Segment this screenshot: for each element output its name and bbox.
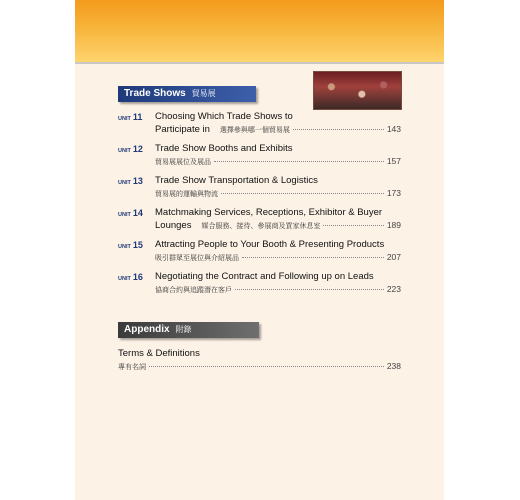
unit-title: Matchmaking Services, Receptions, Exhibitor & Buyer [155, 207, 383, 218]
page-number: 207 [386, 252, 401, 262]
unit-number: 16 [132, 272, 143, 282]
page-number: 143 [386, 124, 401, 134]
section-title: Appendix [124, 324, 170, 335]
section-title-zh: 貿易展 [191, 89, 216, 98]
unit-tag: UNIT 11 [118, 112, 143, 122]
page-number: 238 [386, 361, 401, 371]
unit-title-cont: Lounges [155, 220, 192, 231]
unit-title: Choosing Which Trade Shows to [155, 111, 293, 122]
unit-title: Trade Show Booths and Exhibits [155, 143, 293, 154]
unit-number: 11 [132, 112, 143, 122]
leader-dots [323, 225, 383, 226]
unit-detail-line [155, 188, 401, 199]
unit-title-zh: 協商合約與追蹤潛在客戶 [155, 287, 232, 294]
book-page [75, 0, 444, 500]
unit-detail-line [155, 220, 401, 231]
toc-entry-unit-16[interactable] [118, 271, 401, 295]
toc-entry-unit-14[interactable] [118, 207, 401, 231]
unit-detail-line [155, 284, 401, 295]
unit-tag: UNIT 16 [118, 272, 143, 282]
toc-entry-unit-12[interactable] [118, 143, 401, 167]
leader-dots [149, 366, 384, 367]
unit-tag: UNIT 14 [118, 208, 143, 218]
unit-tag: UNIT 13 [118, 176, 143, 186]
unit-detail-line [155, 252, 401, 263]
page-number: 173 [386, 188, 401, 198]
header-band [75, 0, 444, 64]
section-header-appendix [118, 322, 259, 338]
leader-dots [221, 193, 384, 194]
unit-number: 15 [132, 240, 143, 250]
toc-entry-unit-15[interactable] [118, 239, 401, 263]
appendix-detail-line [118, 361, 401, 372]
section-title-zh: 附錄 [175, 325, 192, 334]
unit-title-zh: 媒合服務、接待、參展商及買家休息室 [201, 223, 321, 230]
unit-title-zh: 吸引群眾至展位與介紹展品 [155, 255, 239, 262]
unit-number: 13 [132, 176, 143, 186]
page-number: 189 [386, 220, 401, 230]
unit-detail-line [155, 156, 401, 167]
unit-title-zh: 貿易展的運輸與物流 [155, 191, 218, 198]
unit-tag: UNIT 12 [118, 144, 143, 154]
unit-title: Trade Show Transportation & Logistics [155, 175, 318, 186]
unit-tag: UNIT 15 [118, 240, 143, 250]
unit-number: 14 [132, 208, 143, 218]
appendix-title-zh: 專有名詞 [118, 364, 146, 371]
toc-entry-unit-11[interactable] [118, 111, 401, 135]
trade-show-photo [313, 71, 402, 110]
leader-dots [293, 129, 384, 130]
leader-dots [242, 257, 384, 258]
page-number: 157 [386, 156, 401, 166]
unit-title-cont: Participate in [155, 124, 210, 135]
unit-title-zh: 貿易展展位及展品 [155, 159, 211, 166]
unit-title: Negotiating the Contract and Following up on Leads [155, 271, 374, 282]
unit-title-zh: 選擇參與哪一個貿易展 [219, 127, 290, 134]
appendix-entry-title[interactable]: Terms & Definitions [118, 348, 200, 359]
unit-number: 12 [132, 144, 143, 154]
page-number: 223 [386, 284, 401, 294]
toc-entry-unit-13[interactable] [118, 175, 401, 199]
section-header-trade-shows [118, 86, 256, 102]
leader-dots [235, 289, 384, 290]
leader-dots [214, 161, 384, 162]
section-title: Trade Shows [124, 88, 186, 99]
unit-detail-line [155, 124, 401, 135]
unit-title: Attracting People to Your Booth & Presenting Products [155, 239, 385, 250]
